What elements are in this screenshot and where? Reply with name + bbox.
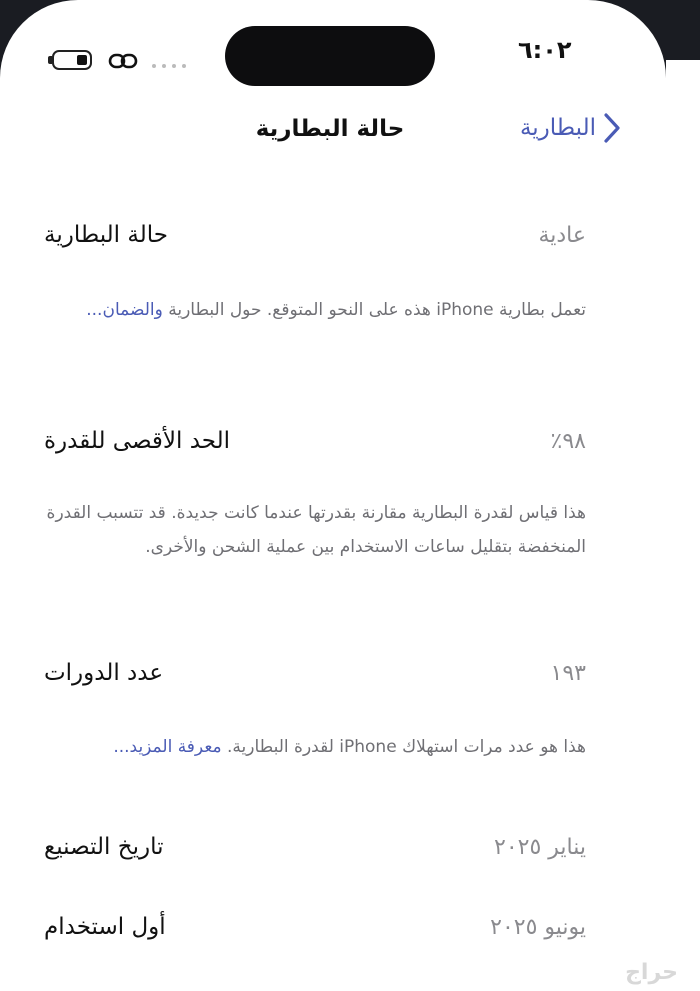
battery-icon xyxy=(52,50,92,70)
status-time: ٦:٠٢ xyxy=(518,36,572,64)
chevron-right-icon xyxy=(602,112,622,144)
max-capacity-row xyxy=(44,428,586,454)
battery-condition-value: عادية xyxy=(538,222,586,248)
page-title: حالة البطارية xyxy=(255,116,405,142)
cycle-count-description xyxy=(44,730,586,764)
link-icon xyxy=(108,50,138,72)
screen-edge xyxy=(666,60,700,991)
battery-condition-row xyxy=(44,222,586,248)
battery-condition-description xyxy=(44,293,586,327)
back-button-label: البطارية xyxy=(519,115,596,141)
manufacture-date-label: تاريخ التصنيع xyxy=(44,834,164,860)
manufacture-date-row xyxy=(44,834,586,860)
learn-more-link[interactable]: معرفة المزيد... xyxy=(113,737,222,757)
dynamic-island xyxy=(225,26,435,86)
first-use-row xyxy=(44,914,586,940)
battery-condition-text: تعمل بطارية iPhone هذه على النحو المتوقع. حول البطارية xyxy=(168,300,586,320)
battery-warranty-link[interactable]: والضمان... xyxy=(86,300,163,320)
cycle-count-text: هذا هو عدد مرات استهلاك iPhone لقدرة البطارية. xyxy=(227,737,586,757)
signal-dots-icon xyxy=(150,62,190,70)
cycle-count-row xyxy=(44,660,586,686)
watermark-logo: حراج xyxy=(625,960,678,985)
max-capacity-label: الحد الأقصى للقدرة xyxy=(44,428,231,454)
first-use-value: يونيو ٢٠٢٥ xyxy=(490,914,586,940)
max-capacity-value: ٩٨٪ xyxy=(550,428,586,454)
back-button[interactable] xyxy=(520,112,622,144)
cycle-count-label: عدد الدورات xyxy=(44,660,164,686)
max-capacity-description: هذا قياس لقدرة البطارية مقارنة بقدرتها عندما كانت جديدة. قد تتسبب القدرة المنخفضة بتقليل ساعات الاستخدام بين عملية الشحن والأخرى. xyxy=(46,503,586,557)
manufacture-date-value: يناير ٢٠٢٥ xyxy=(494,834,586,860)
battery-condition-label: حالة البطارية xyxy=(44,222,168,248)
cycle-count-value: ١٩٣ xyxy=(550,660,586,686)
first-use-label: أول استخدام xyxy=(44,914,166,940)
